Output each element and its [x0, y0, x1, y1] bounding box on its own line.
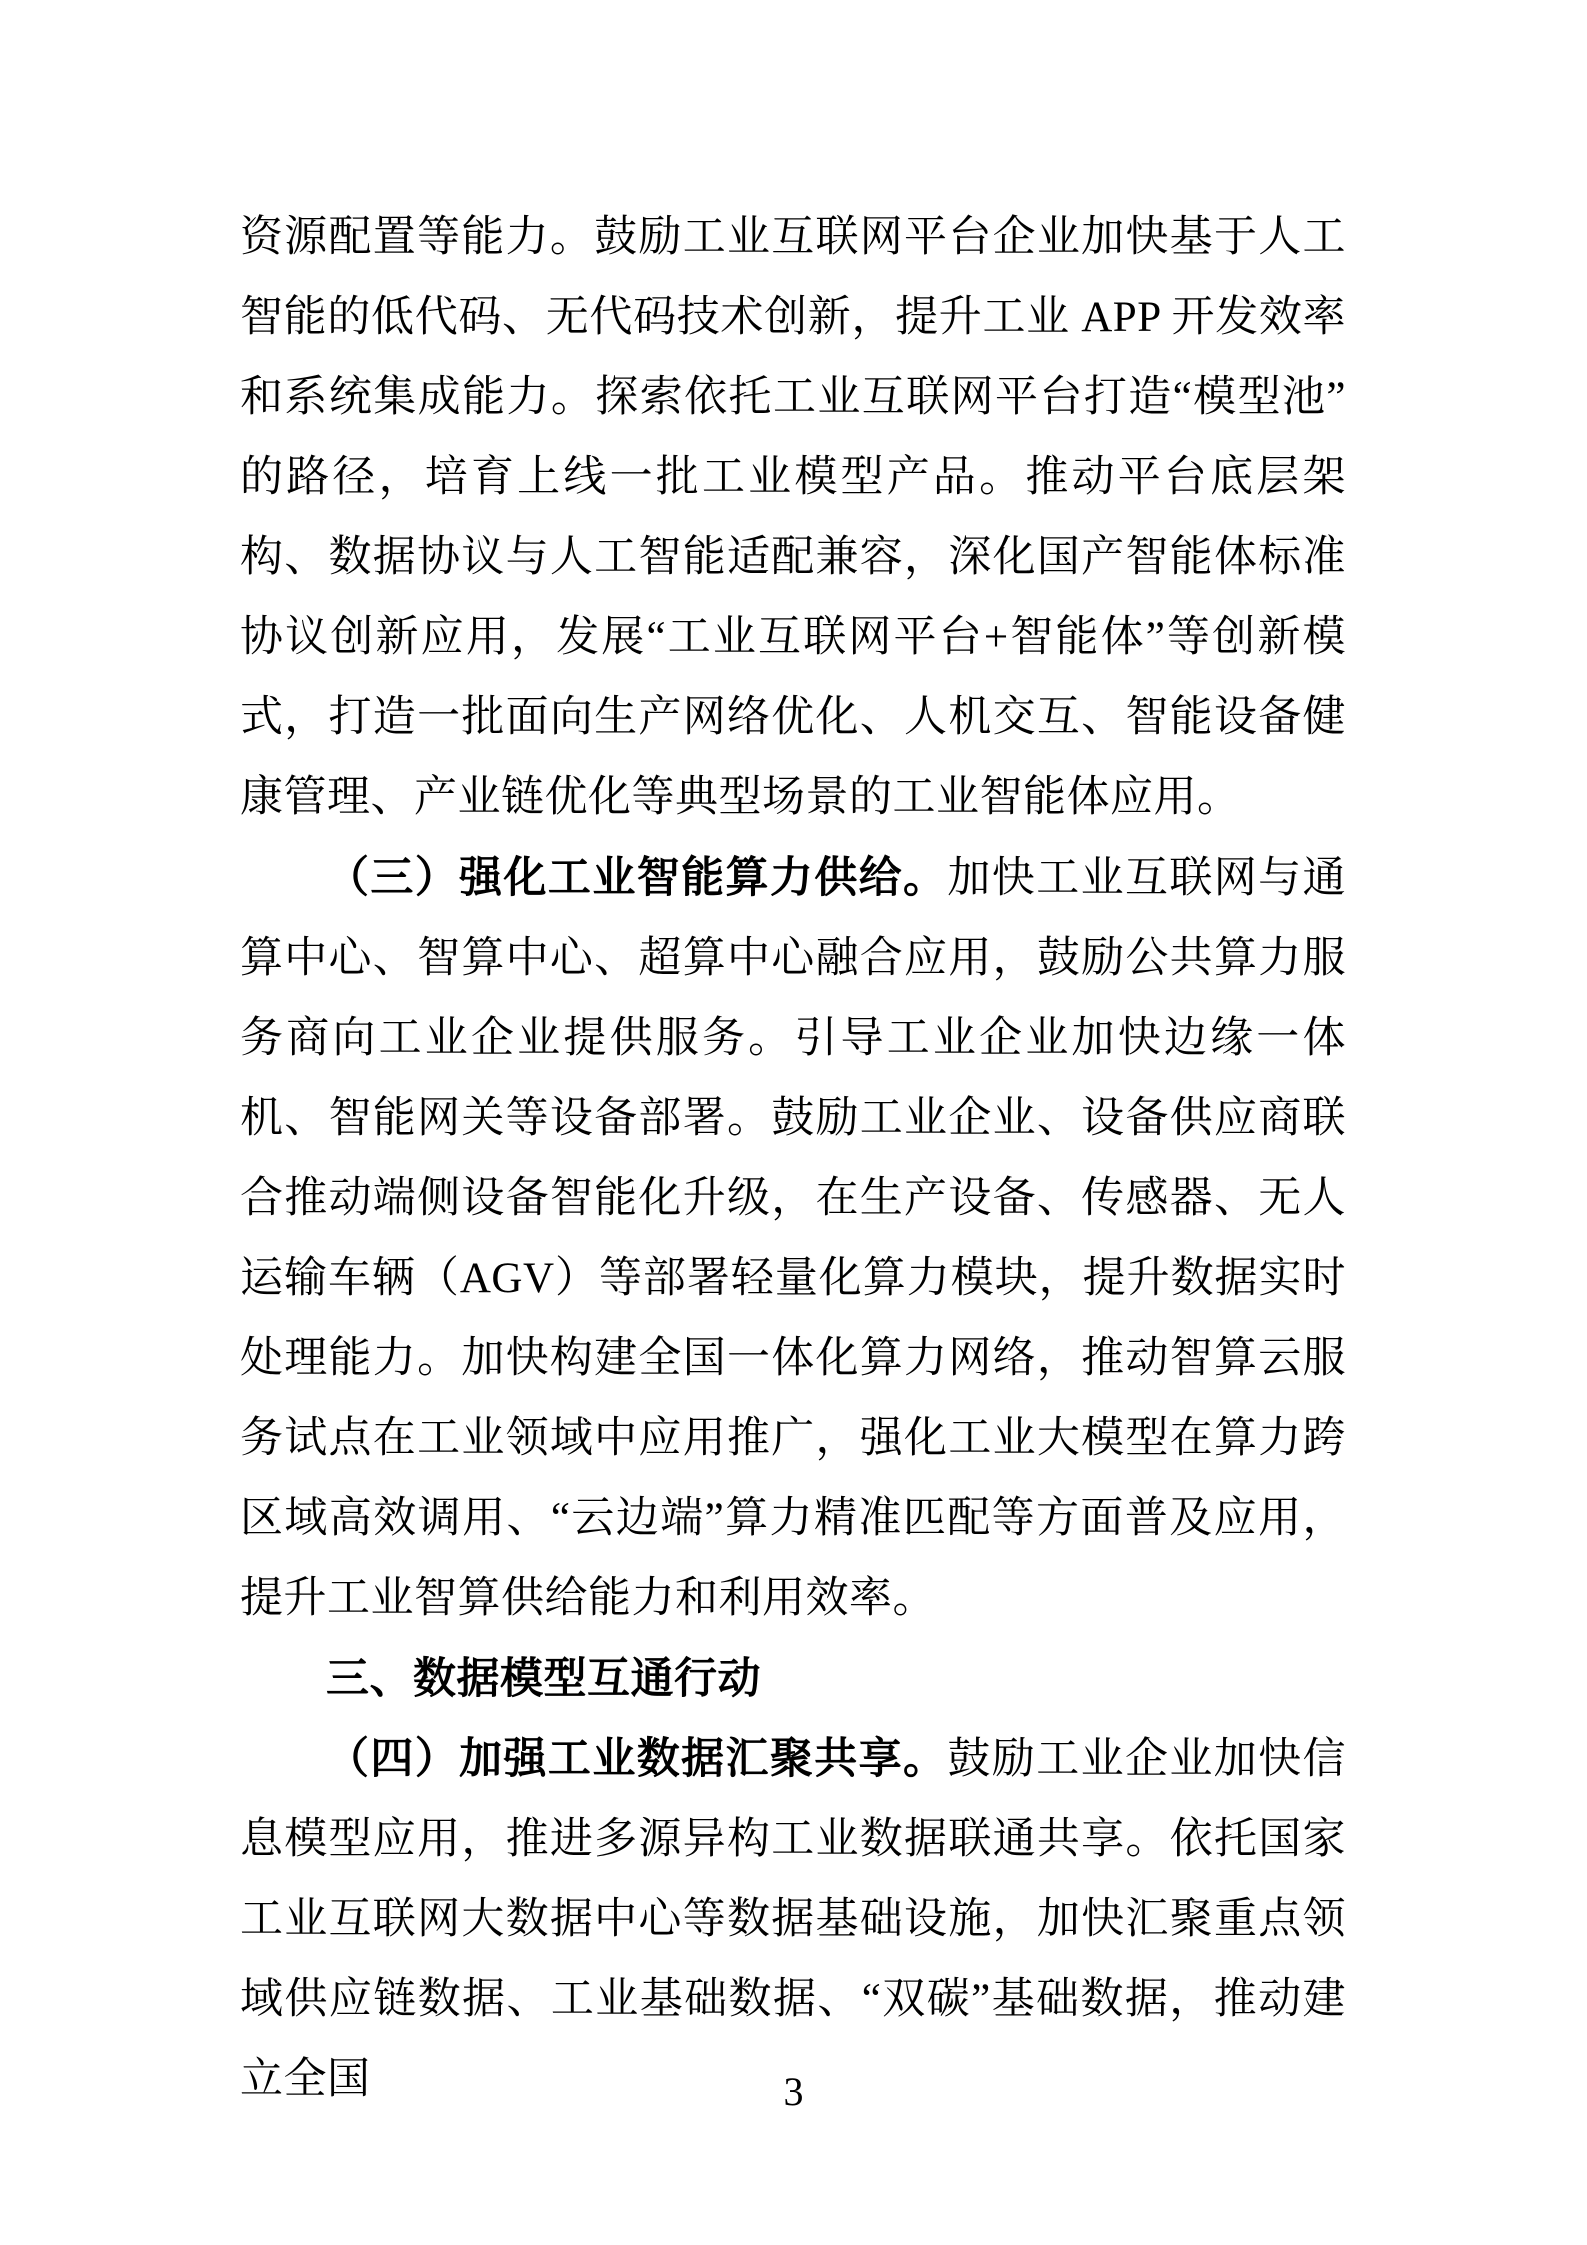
paragraph-computing-lead-title: （三）强化工业智能算力供给。: [326, 854, 948, 902]
page-number: 3: [783, 2069, 804, 2114]
paragraph-computing-power: [240, 838, 1346, 1639]
paragraph-data-sharing-lead-title: （四）加强工业数据汇聚共享。: [326, 1735, 948, 1783]
paragraph-data-sharing-text: 鼓励工业企业加快信息模型应用，推进多源异构工业数据联通共享。依托国家工业互联网大数据中心等数据基础设施，加快汇聚重点领域供应链数据、工业基础数据、“双碳”基础数据，推动建立全国: [240, 1736, 1347, 2103]
section-heading-data-model-action: 三、数据模型互通行动: [326, 1655, 761, 1703]
paragraph-platform-text: 资源配置等能力。鼓励工业互联网平台企业加快基于人工智能的低代码、无代码技术创新，提升工业 APP 开发效率和系统集成能力。探索依托工业互联网平台打造“模型池”的路径，培育上线一批工业模型产品。推动平台底层架构、数据协议与人工智能适配兼容，深化国产智能体标准协议创新应用，发展“工业互联网平台+智能体”等创新模式，打造一批面向生产网络优化、人机交互、智能设备健康管理、产业链优化等典型场景的工业智能体应用。: [240, 214, 1346, 821]
paragraph-data-sharing: [240, 1719, 1346, 2120]
document-body: [240, 198, 1346, 2120]
paragraph-platform-continuation: [240, 198, 1346, 838]
paragraph-computing-text: 加快工业互联网与通算中心、智算中心、超算中心融合应用，鼓励公共算力服务商向工业企业提供服务。引导工业企业加快边缘一体机、智能网关等设备部署。鼓励工业企业、设备供应商联合推动端侧设备智能化升级，在生产设备、传感器、无人运输车辆（AGV）等部署轻量化算力模块，提升数据实时处理能力。加快构建全国一体化算力网络，推动智算云服务试点在工业领域中应用推广，强化工业大模型在算力跨区域高效调用、“云边端”算力精准匹配等方面普及应用，提升工业智算供给能力和利用效率。: [240, 855, 1347, 1622]
